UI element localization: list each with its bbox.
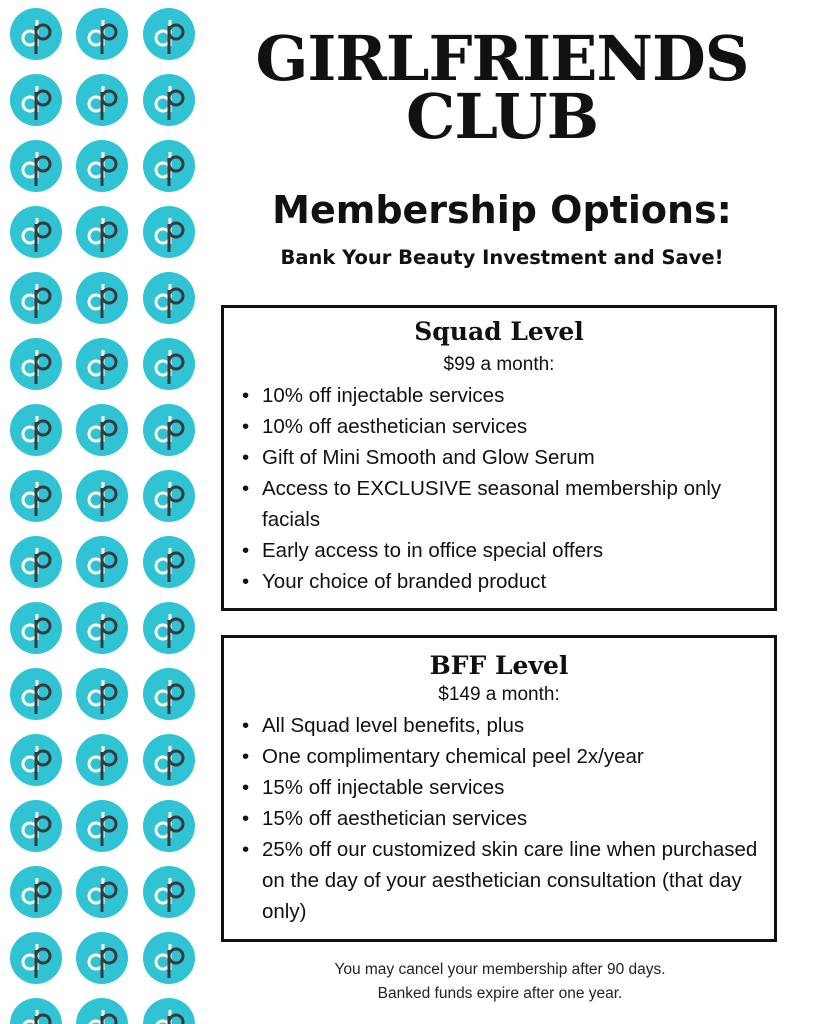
- level-price: $99 a month:: [443, 354, 555, 375]
- logo-icon: [10, 866, 62, 918]
- bff-level-card: [221, 635, 777, 942]
- logo-icon: [143, 338, 195, 390]
- benefit-list: [224, 710, 774, 927]
- logo-icon: [76, 800, 128, 852]
- logo-icon: [143, 140, 195, 192]
- level-name: Squad Level: [414, 317, 584, 346]
- logo-icon: [10, 338, 62, 390]
- logo-icon: [143, 668, 195, 720]
- logo-icon: [143, 272, 195, 324]
- list-item: • 15% off injectable services: [262, 772, 762, 803]
- logo-icon: [143, 470, 195, 522]
- logo-icon: [10, 668, 62, 720]
- logo-icon: [76, 998, 128, 1024]
- logo-icon: [10, 272, 62, 324]
- logo-icon: [76, 866, 128, 918]
- membership-heading: Membership Options:: [272, 188, 732, 232]
- list-item: • 25% off our customized skin care line when purchased on the day of your aesthetician consultation (that day only): [262, 834, 762, 927]
- logo-icon: [10, 734, 62, 786]
- membership-subheading: Bank Your Beauty Investment and Save!: [280, 246, 724, 269]
- list-item: • 10% off injectable services: [262, 380, 762, 411]
- logo-icon: [143, 602, 195, 654]
- logo-icon: [76, 338, 128, 390]
- list-item: • One complimentary chemical peel 2x/year: [262, 741, 762, 772]
- logo-icon: [10, 140, 62, 192]
- logo-icon: [10, 470, 62, 522]
- logo-icon: [76, 8, 128, 60]
- logo-icon: [76, 470, 128, 522]
- page-title: [222, 22, 782, 153]
- logo-icon: [143, 734, 195, 786]
- logo-icon: [143, 8, 195, 60]
- membership-terms: [222, 958, 778, 1006]
- logo-icon: [76, 602, 128, 654]
- logo-icon: [76, 74, 128, 126]
- logo-icon: [76, 404, 128, 456]
- list-item: • Gift of Mini Smooth and Glow Serum: [262, 442, 762, 473]
- logo-icon: [143, 404, 195, 456]
- terms-line-2: Banked funds expire after one year.: [377, 985, 623, 1002]
- logo-icon: [76, 668, 128, 720]
- logo-icon: [76, 206, 128, 258]
- list-item: • 15% off aesthetician services: [262, 803, 762, 834]
- logo-icon: [76, 932, 128, 984]
- level-price: $149 a month:: [438, 684, 560, 705]
- logo-icon: [76, 140, 128, 192]
- logo-icon: [143, 206, 195, 258]
- logo-icon: [10, 536, 62, 588]
- logo-icon: [10, 602, 62, 654]
- logo-icon: [76, 734, 128, 786]
- logo-icon: [143, 998, 195, 1024]
- logo-icon: [10, 998, 62, 1024]
- squad-level-card: [221, 305, 777, 611]
- logo-icon: [143, 800, 195, 852]
- logo-icon: [76, 536, 128, 588]
- logo-icon: [10, 206, 62, 258]
- logo-icon: [143, 74, 195, 126]
- benefit-list: [224, 380, 774, 597]
- list-item: • Early access to in office special offers: [262, 535, 762, 566]
- title-line-2: CLUB: [405, 80, 599, 153]
- logo-icon: [143, 536, 195, 588]
- list-item: • 10% off aesthetician services: [262, 411, 762, 442]
- logo-icon: [10, 8, 62, 60]
- logo-icon: [10, 800, 62, 852]
- logo-icon: [10, 932, 62, 984]
- logo-pattern: [0, 0, 210, 1024]
- logo-icon: [76, 272, 128, 324]
- logo-icon: [10, 404, 62, 456]
- terms-line-1: You may cancel your membership after 90 days.: [334, 961, 666, 978]
- level-name: BFF Level: [429, 651, 569, 680]
- list-item: • Your choice of branded product: [262, 566, 762, 597]
- list-item: • Access to EXCLUSIVE seasonal membership only facials: [262, 473, 762, 535]
- logo-icon: [143, 932, 195, 984]
- logo-icon: [10, 74, 62, 126]
- logo-icon: [143, 866, 195, 918]
- title-line-1: GIRLFRIENDS: [255, 22, 749, 95]
- list-item: • All Squad level benefits, plus: [262, 710, 762, 741]
